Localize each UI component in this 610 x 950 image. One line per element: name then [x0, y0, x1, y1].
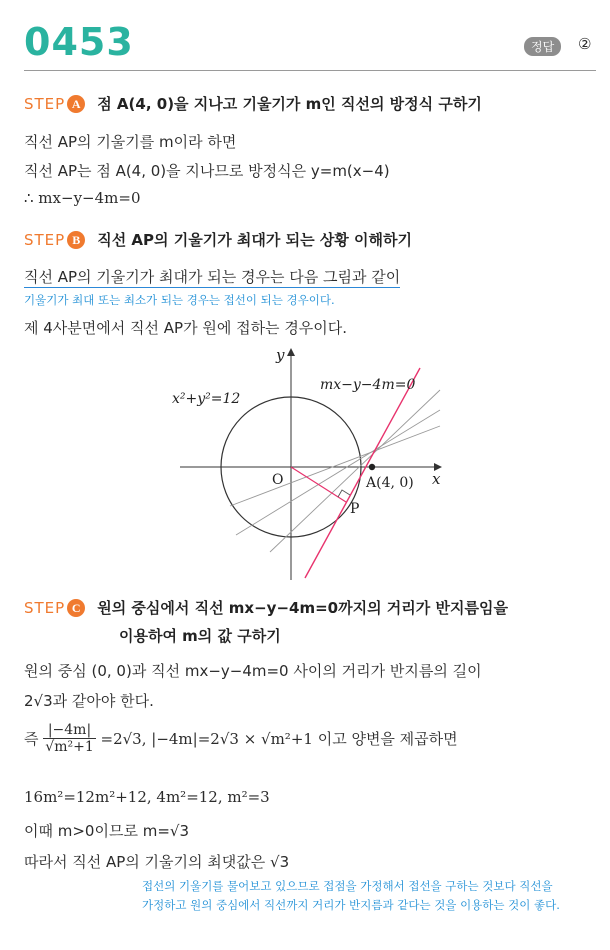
step-b-badge: B	[67, 231, 85, 249]
right-angle-mark	[338, 490, 350, 497]
eq-rest: =2√3, |−4m|=2√3 × √m²+1 이고 양변을 제곱하면	[100, 730, 458, 748]
step-b-title: 직선 AP의 기울기가 최대가 되는 상황 이해하기	[97, 231, 412, 249]
point-a-dot	[369, 464, 375, 470]
step-b-line-2: 제 4사분면에서 직선 AP가 원에 접하는 경우이다.	[24, 319, 348, 337]
step-c-note-1: 접선의 기울기를 물어보고 있으므로 접점을 가정해서 접선을 구하는 것보다 직선을	[142, 879, 553, 893]
y-axis-arrow	[287, 348, 295, 356]
step-c-heading	[24, 597, 508, 618]
answer-value: ②	[578, 35, 592, 53]
eq-prefix: 즉	[24, 730, 39, 748]
step-b-heading	[24, 229, 412, 250]
aux-line-3	[270, 390, 440, 552]
aux-line-2	[236, 410, 440, 535]
point-a-label: A(4, 0)	[366, 475, 414, 491]
step-a-tag: STEP	[24, 95, 66, 113]
step-c-line-1: 원의 중심 (0, 0)과 직선 mx−y−4m=0 사이의 거리가 반지름의 길이	[24, 662, 482, 680]
step-c-equation-row	[24, 722, 458, 755]
step-c-badge: C	[67, 599, 85, 617]
answer-label-badge: 정답	[524, 37, 561, 56]
fraction-numerator: |−4m|	[43, 722, 95, 739]
x-axis-label: x	[432, 470, 441, 488]
circle-equation-label: x²+y²=12	[172, 391, 241, 407]
origin-label: O	[272, 472, 284, 488]
step-b-line-1-text: 직선 AP의 기울기가 최대가 되는 경우는 다음 그림과 같이	[24, 268, 401, 286]
step-a-heading	[24, 93, 482, 114]
step-c-title-1: 원의 중심에서 직선 mx−y−4m=0까지의 거리가 반지름임을	[97, 599, 508, 617]
step-c-title-2: 이용하여 m의 값 구하기	[119, 627, 281, 645]
aux-line-1	[230, 426, 440, 506]
problem-number: 0453	[24, 20, 134, 64]
step-b-tag: STEP	[24, 231, 66, 249]
step-a-line-2: 직선 AP는 점 A(4, 0)을 지나므로 방정식은 y=m(x−4)	[24, 162, 390, 180]
point-p-label: P	[350, 501, 360, 517]
step-a-line-1: 직선 AP의 기울기를 m이라 하면	[24, 133, 237, 151]
fraction-denominator: √m²+1	[45, 739, 94, 755]
step-a-title: 점 A(4, 0)을 지나고 기울기가 m인 직선의 방정식 구하기	[97, 95, 482, 113]
step-c-line-2: 2√3과 같아야 한다.	[24, 692, 154, 710]
step-c-tag: STEP	[24, 599, 66, 617]
step-c-line-4: 16m²=12m²+12, 4m²=12, m²=3	[24, 788, 270, 806]
tangent-line	[305, 368, 420, 578]
step-b-line-1	[24, 266, 400, 287]
header-divider	[24, 70, 596, 71]
distance-fraction	[43, 722, 95, 755]
step-a-badge: A	[67, 95, 85, 113]
step-c-note-2: 가정하고 원의 중심에서 직선까지 거리가 반지름과 같다는 것을 이용하는 것이 좋다.	[142, 898, 560, 912]
step-b-note: 기울기가 최대 또는 최소가 되는 경우는 접선이 되는 경우이다.	[24, 293, 335, 307]
step-a-line-3: ∴ mx−y−4m=0	[24, 189, 141, 207]
circle-tangent-figure	[150, 340, 470, 585]
y-axis-label: y	[276, 346, 285, 364]
step-c-line-6: 따라서 직선 AP의 기울기의 최댓값은 √3	[24, 853, 290, 871]
tangent-equation-label: mx−y−4m=0	[320, 377, 416, 393]
step-c-line-5: 이때 m>0이므로 m=√3	[24, 822, 189, 840]
